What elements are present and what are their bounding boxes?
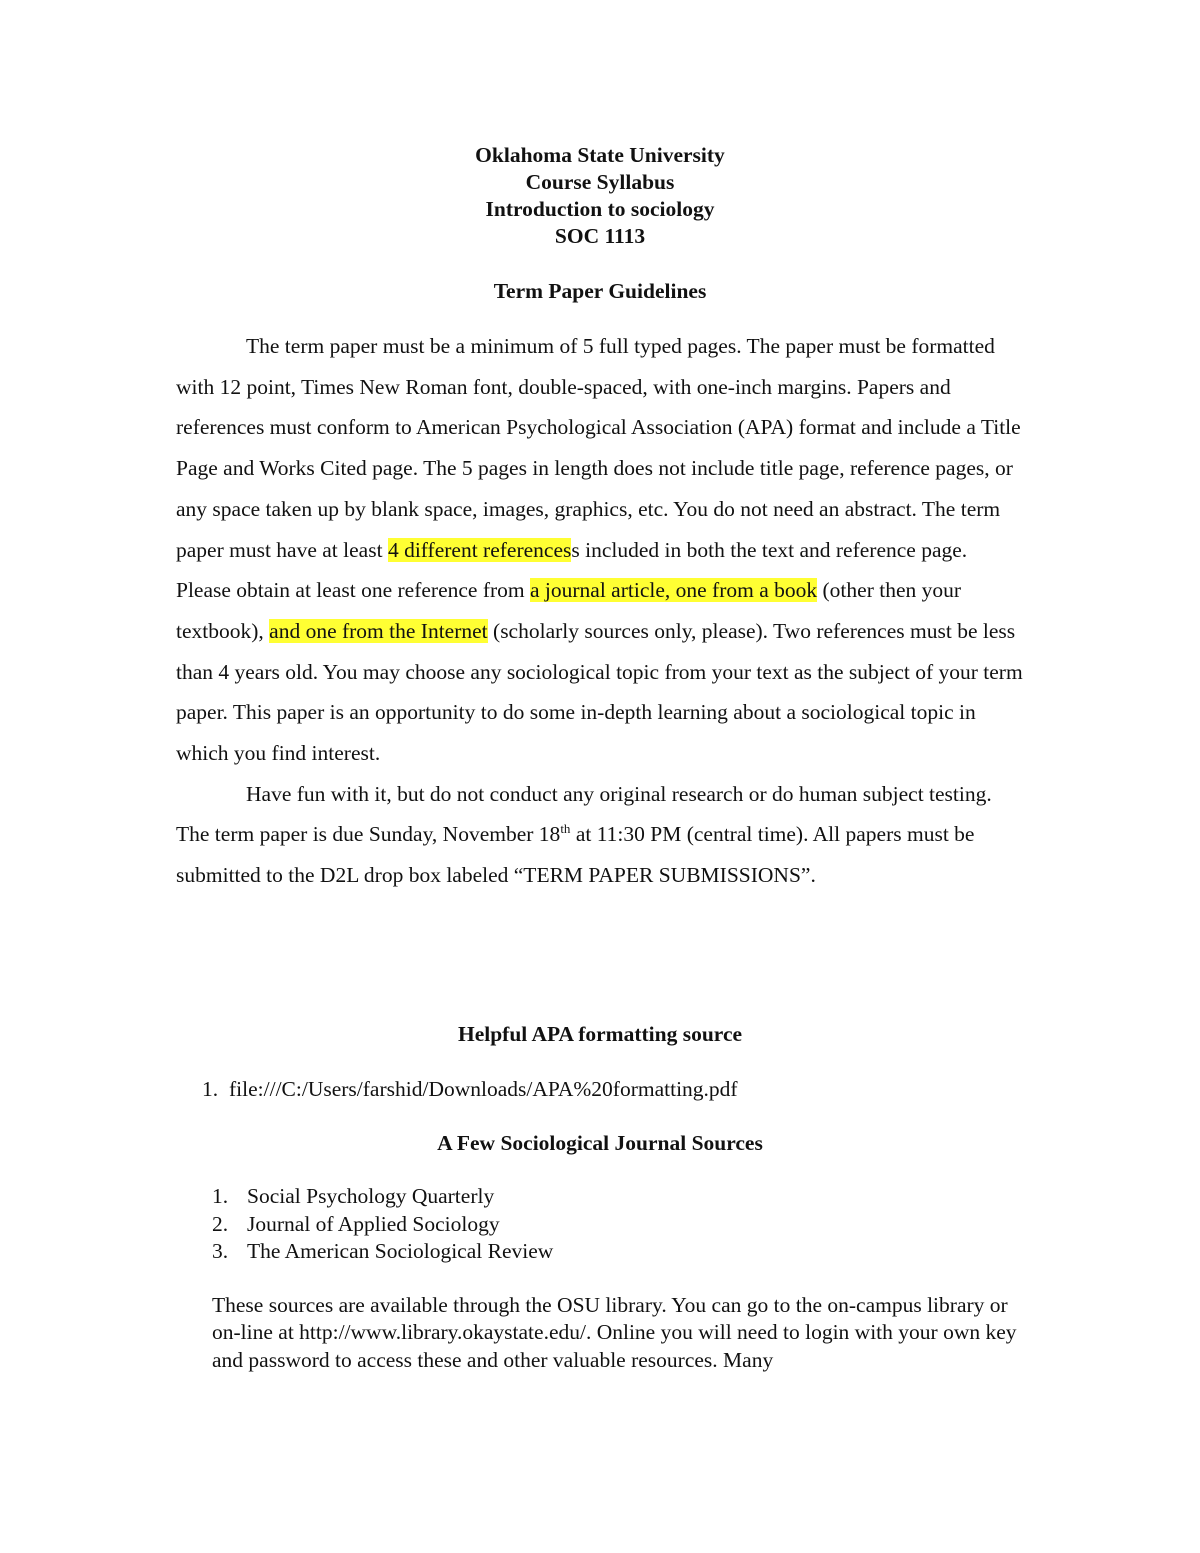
list-item (212, 1211, 553, 1239)
list-number: 1. (202, 1077, 219, 1101)
guidelines-heading: Term Paper Guidelines (493, 279, 707, 303)
journal-list (212, 1183, 553, 1266)
guidelines-paragraph-2 (176, 774, 1026, 896)
highlighted-text: a journal article, one from a book (529, 578, 818, 603)
list-item-text: Social Psychology Quarterly (247, 1184, 495, 1208)
list-number: 2. (212, 1211, 229, 1236)
paragraph-text: Have fun with it, but do not conduct any original research or do human subject testing. The term paper is due Sunday, November 18 (176, 781, 992, 847)
list-item-text: The American Sociological Review (247, 1239, 554, 1263)
list-item (202, 1076, 738, 1104)
list-number: 1. (212, 1184, 229, 1208)
document-header (0, 142, 1200, 250)
closing-paragraph: These sources are available through the OSU library. You can go to the on-campus library or on-line at http://www.library.okaystate.edu/. Online you will need to login with your own key and password to access these and other valuable resources. Many (212, 1293, 1017, 1372)
course-name: Introduction to sociology (485, 197, 715, 221)
paragraph-text: (other then your textbook), (176, 578, 962, 643)
guidelines-body (176, 326, 1026, 896)
journals-heading: A Few Sociological Journal Sources (437, 1131, 763, 1155)
list-item-text: Journal of Applied Sociology (247, 1211, 500, 1236)
university-name: Oklahoma State University (475, 143, 725, 167)
paragraph-text: at 11:30 PM (central time). All papers must be submitted to the D2L drop box labeled “TERM PAPER SUBMISSIONS”. (176, 822, 975, 888)
document-type: Course Syllabus (525, 170, 675, 194)
list-item (212, 1238, 553, 1266)
list-item (212, 1183, 553, 1211)
paragraph-text: (scholarly sources only, please). Two references must be less than 4 years old. You may choose any sociological topic from your text as the subject of your term paper. This paper is an opportunity to do some in-depth learning about a sociological topic in which you find interest. (176, 618, 1023, 766)
highlighted-text: 4 different references (387, 537, 572, 562)
paragraph-text: The term paper must be a minimum of 5 full typed pages. The paper must be formatted with 12 point, Times New Roman font, double-spaced, with one-inch margins. Papers and references must conform to American Psychological Association (APA) format and include a Title Page and Works Cited page. The 5 pages in length does not include title page, reference pages, or any space taken up by blank space, images, graphics, etc. You do not need an abstract. The term paper must have at least (176, 334, 1021, 562)
guidelines-paragraph-1 (176, 326, 1026, 774)
apa-source-list (202, 1076, 738, 1104)
list-number: 3. (212, 1239, 229, 1263)
superscript: th (560, 821, 571, 837)
file-link[interactable]: file:///C:/Users/farshid/Downloads/APA%20formatting.pdf (229, 1077, 738, 1101)
highlighted-text: and one from the Internet (269, 618, 488, 643)
course-code: SOC 1113 (554, 224, 646, 248)
paragraph-text: s included in both the text and reference page. Please obtain at least one reference from (176, 537, 968, 603)
apa-heading: Helpful APA formatting source (457, 1022, 743, 1046)
